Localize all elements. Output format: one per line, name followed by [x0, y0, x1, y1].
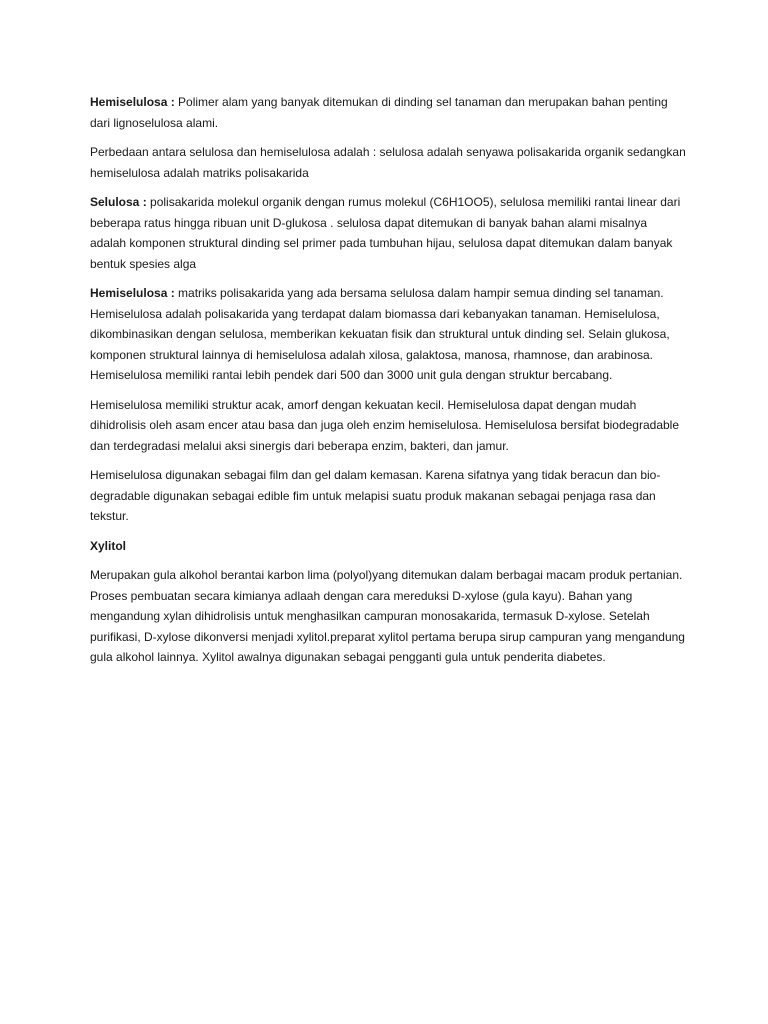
- paragraph-text: Perbedaan antara selulosa dan hemiselulosa adalah : selulosa adalah senyawa polisakarida organik sedangkan hemiselulosa adalah matriks polisakarida: [90, 145, 686, 180]
- term-label: Hemiselulosa :: [90, 95, 175, 109]
- paragraph-text: Polimer alam yang banyak ditemukan di dinding sel tanaman dan merupakan bahan penting dari lignoselulosa alami.: [90, 95, 668, 130]
- term-label: Selulosa :: [90, 195, 147, 209]
- paragraph-perbedaan: [90, 142, 686, 183]
- section-heading-xylitol: Xylitol: [90, 538, 127, 553]
- paragraph-xylitol: Merupakan gula alkohol berantai karbon lima (polyol)yang ditemukan dalam berbagai macam produk pertanian. Proses pembuatan secara kimianya adlaah dengan cara mereduksi D-xylose (gula kayu). Bahan yang mengandung xylan dihidrolisis untuk menghasilkan campuran monosakarida, termasuk D-xylose. Setelah purifikasi, D-xylose dikonversi menjadi xylitol.preparat xylitol pertama berupa sirup campuran yang mengandung gula alkohol lainnya. Xylitol awalnya digunakan sebagai pengganti gula untuk penderita diabetes.: [90, 568, 685, 664]
- paragraph-text: polisakarida molekul organik dengan rumus molekul (C6H1OO5), selulosa memiliki rantai linear dari beberapa ratus hingga ribuan unit D-glukosa . selulosa dapat ditemukan di banyak bahan alami misalnya adalah komponen struktural dinding sel primer pada tumbuhan hijau, selulosa dapat ditemukan dalam banyak bentuk spesies alga: [90, 195, 681, 271]
- paragraph-text: Hemiselulosa memiliki struktur acak, amorf dengan kekuatan kecil. Hemiselulosa dapat dengan mudah dihidrolisis oleh asam encer atau basa dan juga oleh enzim hemiselulosa. Hemiselulosa bersifat biodegradable dan terdegradasi melalui aksi sinergis dari beberapa enzim, bakteri, dan jamur.: [90, 397, 680, 453]
- paragraph-hemiselulosa-matriks: [90, 283, 686, 386]
- paragraph-text: Hemiselulosa digunakan sebagai film dan gel dalam kemasan. Karena sifatnya yang tidak beracun dan bio-degradable digunakan sebagai edible fim untuk melapisi suatu produk makanan sebagai penjaga rasa dan tekstur.: [90, 468, 661, 523]
- paragraph-hemiselulosa-definition: [90, 92, 686, 133]
- paragraph-selulosa: [90, 192, 686, 274]
- paragraph-hemiselulosa-kegunaan: [90, 465, 686, 527]
- paragraph-hemiselulosa-struktur: [90, 395, 686, 457]
- term-label: Hemiselulosa :: [90, 286, 175, 300]
- document-body: [90, 92, 686, 677]
- paragraph-text: matriks polisakarida yang ada bersama selulosa dalam hampir semua dinding sel tanaman. Hemiselulosa adalah polisakarida yang terdapat dalam biomassa dari kebanyakan tanaman. Hemiselulosa, dikombinasikan dengan selulosa, memberikan kekuatan fisik dan struktural untuk dinding sel. Selain glukosa, komponen struktural lainnya di hemiselulosa adalah xilosa, galaktosa, manosa, rhamnose, dan arabinosa. Hemiselulosa memiliki rantai lebih pendek dari 500 dan 3000 unit gula dengan struktur bercabang.: [90, 286, 670, 382]
